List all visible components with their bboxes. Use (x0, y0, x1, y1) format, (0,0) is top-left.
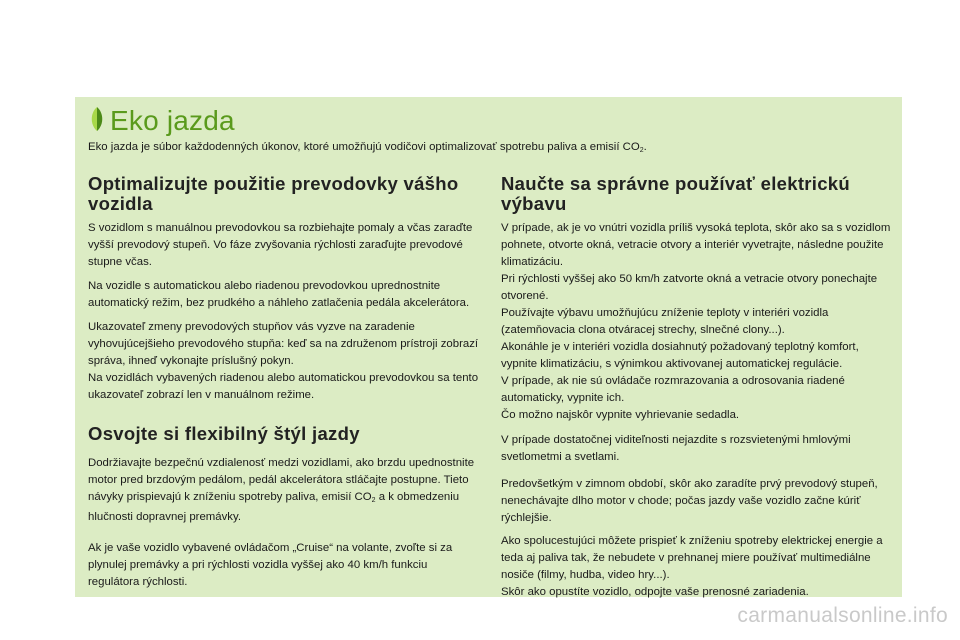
paragraph: Ak je vaše vozidlo vybavené ovládačom „Cruise“ na volante, zvoľte si za plynulej premávky a pri rýchlosti vozidla vyššej ako 40 km/h funkciu regulátora rýchlosti. (88, 542, 453, 588)
paragraph: Používajte výbavu umožňujúcu zníženie teploty v interiéri vozidla (zatemňovacia clona otváracej strechy, slnečné clony...). (501, 307, 829, 336)
paragraph: V prípade dostatočnej viditeľnosti nejazdite s rozsvietenými hmlovými svetlometmi a svetlami. (501, 434, 851, 463)
paragraph: V prípade, ak je vo vnútri vozidla príliš vysoká teplota, skôr ako sa s vozidlom pohnete, otvorte okná, vetracie otvory a interiér vyvetrajte, následne použite klimatizáciu. (501, 222, 891, 268)
paragraph: Akonáhle je v interiéri vozidla dosiahnutý požadovaný teplotný komfort, vypnite klimatizáciu, s výnimkou aktivovanej automatickej regulácie. (501, 341, 859, 370)
paragraph: Pri rýchlosti vyššej ako 50 km/h zatvorte okná a vetracie otvory ponechajte otvorené. (501, 273, 878, 302)
section-heading-driving-style: Osvojte si flexibilný štýl jazdy (88, 423, 360, 444)
left-column (88, 174, 480, 591)
watermark: carmanualsonline.info (737, 604, 948, 627)
paragraph: Dodržiavajte bezpečnú vzdialenosť medzi vozidlami, ako brzdu upednostnite motor pred brzdovým pedálom, pedál akcelerátora stláčajte postupne. Tieto návyky prispievajú k zníženiu spotreby paliva, emisií $CO_2$ a k obmedzeniu hlučnosti dopravnej premávky. (88, 457, 475, 523)
intro-text: Eko jazda je súbor každodenných úkonov, ktoré umožňujú vodičovi optimalizovať spotrebu paliva a emisií $CO_2$. (88, 141, 647, 154)
section-heading-gearbox: Optimalizujte použitie prevodovky vášho vozidla (88, 173, 459, 214)
paragraph: V prípade, ak nie sú ovládače rozmrazovania a odrosovania riadené automaticky, vypnite ich. (501, 375, 845, 404)
section-heading-electrical: Naučte sa správne používať elektrickú výbavu (501, 173, 850, 214)
paragraph: Ukazovateľ zmeny prevodových stupňov vás vyzve na zaradenie vyhovujúcejšieho prevodového stupňa: keď sa na združenom prístroji zobrazí správa, ihneď vykonajte príslušný pokyn. (88, 321, 479, 367)
right-column (501, 174, 896, 601)
paragraph: Predovšetkým v zimnom období, skôr ako zaradíte prvý prevodový stupeň, nenechávajte dlho motor v chode; počas jazdy vaše vozidlo začne kúriť rýchlejšie. (501, 478, 878, 524)
paragraph: Čo možno najskôr vypnite vyhrievanie sedadla. (501, 409, 740, 421)
paragraph: Skôr ako opustíte vozidlo, odpojte vaše prenosné zariadenia. (501, 586, 809, 598)
paragraph: S vozidlom s manuálnou prevodovkou sa rozbiehajte pomaly a včas zaraďte vyšší prevodový stupeň. Vo fáze zvyšovania rýchlosti zaraďujte prevodové stupne včas. (88, 222, 473, 268)
paragraph: Na vozidlách vybavených riadenou alebo automatickou prevodovkou sa tento ukazovateľ zobrazí len v manuálnom režime. (88, 372, 479, 401)
page-title: Eko jazda (110, 105, 235, 136)
eco-leaf-icon (87, 106, 107, 132)
paragraph: Na vozidle s automatickou alebo riadenou prevodovkou uprednostnite automatický režim, bez prudkého a náhleho zatlačenia pedála akcelerátora. (88, 280, 470, 309)
paragraph: Ako spolucestujúci môžete prispieť k zníženiu spotreby elektrickej energie a teda aj paliva tak, že nebudete v prehnanej miere používať multimediálne nosiče (filmy, hudba, video hry...). (501, 535, 883, 581)
